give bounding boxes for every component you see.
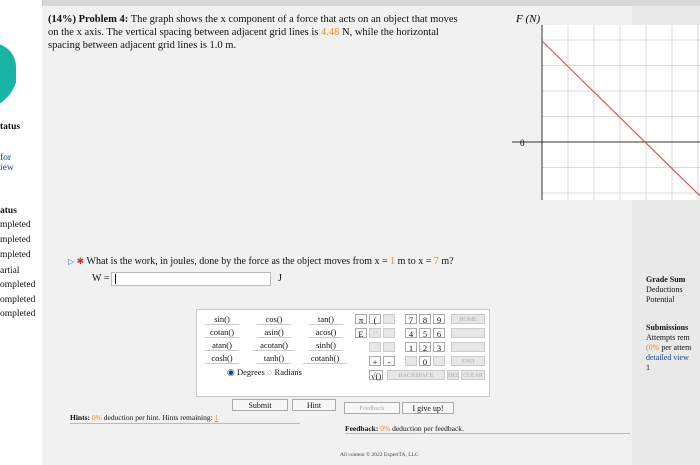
angle-mode — [227, 367, 302, 378]
sidebar-status-item: mpleted — [0, 220, 31, 230]
sidebar-status-label: tatus — [0, 122, 21, 132]
bug-icon: ✱ — [76, 256, 85, 266]
copyright-text: All content © 2022 ExpertTA, LLC — [340, 452, 419, 458]
submit-button[interactable]: Submit — [232, 399, 288, 411]
problem-title: (14%) Problem 4: — [48, 14, 129, 25]
exponent-e-key[interactable]: E — [355, 328, 367, 338]
answer-unit: J — [278, 273, 282, 284]
grade-title: Grade Sum — [646, 275, 686, 284]
answer-variable: W = — [92, 273, 110, 284]
calculator — [196, 309, 490, 397]
right-arrow-key[interactable] — [451, 342, 485, 352]
graph-origin-label: 0 — [520, 138, 525, 148]
answer-input[interactable] — [111, 272, 271, 286]
submission-count: 1 — [646, 363, 650, 372]
minus-key[interactable]: - — [383, 356, 395, 366]
question-row — [68, 256, 454, 267]
sidebar-status-item: mpleted — [0, 235, 31, 245]
sidebar-status-heading: atus — [0, 206, 17, 216]
open-paren-key[interactable]: ( — [369, 314, 381, 324]
hints-info — [70, 413, 218, 422]
digit-0-key[interactable]: 0 — [419, 356, 431, 366]
from-value: 1 — [390, 256, 396, 267]
graph-axis-label: F (N) — [516, 13, 541, 25]
feedback-label: Feedback: — [345, 424, 379, 433]
hint-button[interactable]: Hint — [292, 399, 336, 411]
left-sidebar — [0, 0, 43, 465]
question-text-a: What is the work, in joules, done by the force as the object moves from x = — [86, 256, 388, 267]
potential-label: Potential — [646, 295, 675, 304]
multiply-key[interactable] — [383, 342, 395, 352]
problem-statement — [48, 13, 498, 52]
sqrt-key[interactable]: √() — [370, 371, 382, 381]
end-key[interactable]: END — [451, 356, 485, 366]
backspace-key[interactable]: BACKSPACE — [387, 370, 445, 380]
acos-key[interactable]: acos() — [309, 327, 343, 338]
force-graph — [512, 0, 700, 200]
sinh-key[interactable]: sinh() — [309, 340, 343, 351]
asin-key[interactable]: asin() — [257, 327, 291, 338]
delete-key[interactable]: DEL — [447, 370, 459, 380]
digit-7-key[interactable]: 7 — [405, 314, 417, 324]
sign-key[interactable] — [433, 356, 445, 366]
problem-line-2a: on the x axis. The vertical spacing between adjacent grid lines is — [48, 27, 319, 38]
atan-key[interactable]: atan() — [205, 340, 239, 351]
decimal-key[interactable] — [405, 356, 417, 366]
spacing-value: 4.48 — [321, 27, 340, 38]
caret-key[interactable]: ↑^ — [369, 328, 381, 338]
question-text-b: m to x = — [397, 256, 432, 267]
acotan-key[interactable]: acotan() — [253, 340, 295, 351]
question-text-c: m? — [441, 256, 454, 267]
per-attempt-percent: (0% — [646, 343, 660, 352]
hints-remaining: 1 — [214, 413, 219, 422]
brand-logo-curve — [0, 36, 23, 120]
sidebar-view-link[interactable]: iew — [0, 163, 14, 173]
sidebar-status-item: ompleted — [0, 280, 36, 290]
left-arrow-key[interactable] — [451, 328, 485, 338]
feedback-info — [345, 424, 464, 433]
degrees-label: Degrees — [236, 367, 265, 377]
digit-9-key[interactable]: 9 — [433, 314, 445, 324]
hints-text: deduction per hint. Hints remaining: — [103, 413, 213, 422]
arrow-key[interactable] — [383, 328, 395, 338]
sidebar-status-item: ompleted — [0, 309, 36, 319]
radians-radio[interactable]: ○ — [266, 367, 273, 377]
cosh-key[interactable]: cosh() — [205, 353, 239, 364]
feedback-percent: 0% — [380, 424, 391, 433]
hints-label: Hints: — [70, 413, 91, 422]
digit-3-key[interactable]: 3 — [433, 342, 445, 352]
grade-summary — [646, 275, 700, 373]
home-key[interactable]: HOME — [451, 314, 485, 324]
cotanh-key[interactable]: cotanh() — [303, 353, 347, 364]
graph-background — [542, 25, 700, 200]
problem-line-3: spacing between adjacent grid lines is 1.0 m. — [48, 40, 237, 51]
degrees-radio[interactable]: ◉ — [227, 367, 235, 377]
tanh-key[interactable]: tanh() — [257, 353, 291, 364]
per-attempt-text: per attem — [661, 343, 692, 352]
radians-label: Radians — [274, 367, 302, 377]
sidebar-status-item: ompleted — [0, 295, 36, 305]
sin-key[interactable]: sin() — [205, 314, 239, 325]
plus-key[interactable]: + — [369, 356, 381, 366]
close-paren-key[interactable] — [383, 314, 395, 324]
hints-divider — [70, 423, 300, 424]
per-attempt-line — [646, 343, 700, 353]
sidebar-status-item: artial — [0, 266, 20, 276]
clear-key[interactable]: CLEAR — [461, 370, 485, 380]
detailed-view-link[interactable]: detailed view — [646, 353, 689, 362]
digit-2-key[interactable]: 2 — [419, 342, 431, 352]
digit-4-key[interactable]: 4 — [405, 328, 417, 338]
digit-5-key[interactable]: 5 — [419, 328, 431, 338]
tan-key[interactable]: tan() — [309, 314, 343, 325]
to-value: 7 — [433, 256, 439, 267]
cotan-key[interactable]: cotan() — [205, 327, 239, 338]
hints-percent: 0% — [91, 413, 102, 422]
feedback-text: deduction per feedback. — [392, 424, 464, 433]
cos-key[interactable]: cos() — [257, 314, 291, 325]
play-icon: ▷ — [68, 257, 75, 266]
pi-key[interactable]: π — [355, 314, 367, 324]
problem-line-2b: N, while the horizontal — [342, 27, 439, 38]
feedback-divider — [345, 433, 630, 434]
sidebar-for-link[interactable]: for — [0, 153, 12, 163]
digit-6-key[interactable]: 6 — [433, 328, 445, 338]
feedback-button[interactable]: Feedback — [344, 402, 400, 414]
submissions-title: Submissions — [646, 323, 689, 332]
deductions-label: Deductions — [646, 285, 683, 294]
divide-key[interactable] — [369, 342, 381, 352]
attempts-label: Attempts rem — [646, 333, 690, 342]
digit-1-key[interactable]: 1 — [405, 342, 417, 352]
text-cursor — [115, 274, 116, 284]
give-up-button[interactable]: I give up! — [402, 402, 454, 414]
sidebar-status-item: mpleted — [0, 250, 31, 260]
digit-8-key[interactable]: 8 — [419, 314, 431, 324]
problem-line-1: The graph shows the x component of a force that acts on an object that moves — [130, 14, 458, 25]
